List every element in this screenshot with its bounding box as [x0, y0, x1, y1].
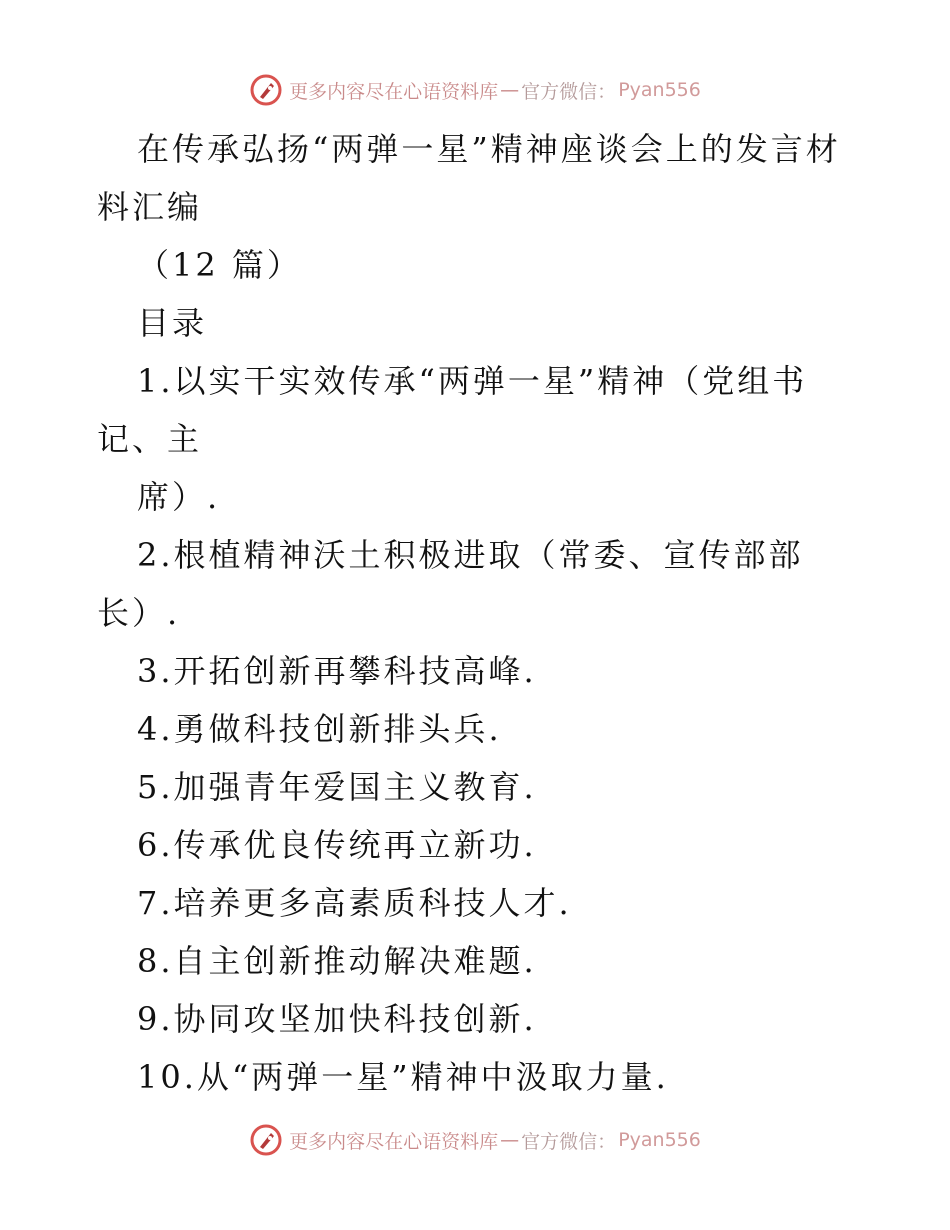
toc-item-3: 3.开拓创新再攀科技高峰.: [137, 652, 537, 690]
toc-item-6: 6.传承优良传统再立新功.: [137, 826, 537, 864]
watermark-separator: —: [500, 79, 520, 101]
watermark-label: 官方微信：: [521, 1130, 617, 1153]
document-count: （12 篇）: [137, 246, 302, 284]
watermark-text: 更多内容尽在心语资料库: [289, 1130, 499, 1153]
document-title-line-1: 在传承弘扬“两弹一星”精神座谈会上的发言材: [137, 130, 841, 168]
document-title-line-2: 料汇编: [97, 188, 203, 226]
toc-item-1-line-1: 1.以实干实效传承“两弹一星”精神（党组书: [137, 362, 808, 400]
toc-item-2-line-1: 2.根植精神沃土积极进取（常委、宣传部部: [137, 536, 804, 574]
toc-item-1-line-2: 记、主: [97, 420, 203, 458]
watermark-id: Pyan556: [618, 79, 701, 101]
watermark-footer: [0, 1120, 950, 1160]
toc-heading: 目录: [137, 304, 208, 342]
toc-item-1-line-3: 席）.: [137, 478, 221, 516]
watermark-id: Pyan556: [618, 1129, 701, 1151]
toc-item-10: 10.从“两弹一星”精神中汲取力量.: [137, 1058, 669, 1096]
watermark-text: 更多内容尽在心语资料库: [289, 80, 499, 103]
pen-nib-circle-icon: [249, 73, 283, 107]
toc-item-7: 7.培养更多高素质科技人才.: [137, 884, 572, 922]
watermark-header: [0, 70, 950, 110]
toc-item-4: 4.勇做科技创新排头兵.: [137, 710, 502, 748]
watermark-separator: —: [500, 1129, 520, 1151]
toc-item-9: 9.协同攻坚加快科技创新.: [137, 1000, 537, 1038]
pen-nib-circle-icon: [249, 1123, 283, 1157]
document-body: [97, 120, 867, 1106]
toc-item-2-line-2: 长）.: [97, 594, 181, 632]
watermark-label: 官方微信：: [521, 80, 617, 103]
toc-item-5: 5.加强青年爱国主义教育.: [137, 768, 537, 806]
toc-item-8: 8.自主创新推动解决难题.: [137, 942, 537, 980]
